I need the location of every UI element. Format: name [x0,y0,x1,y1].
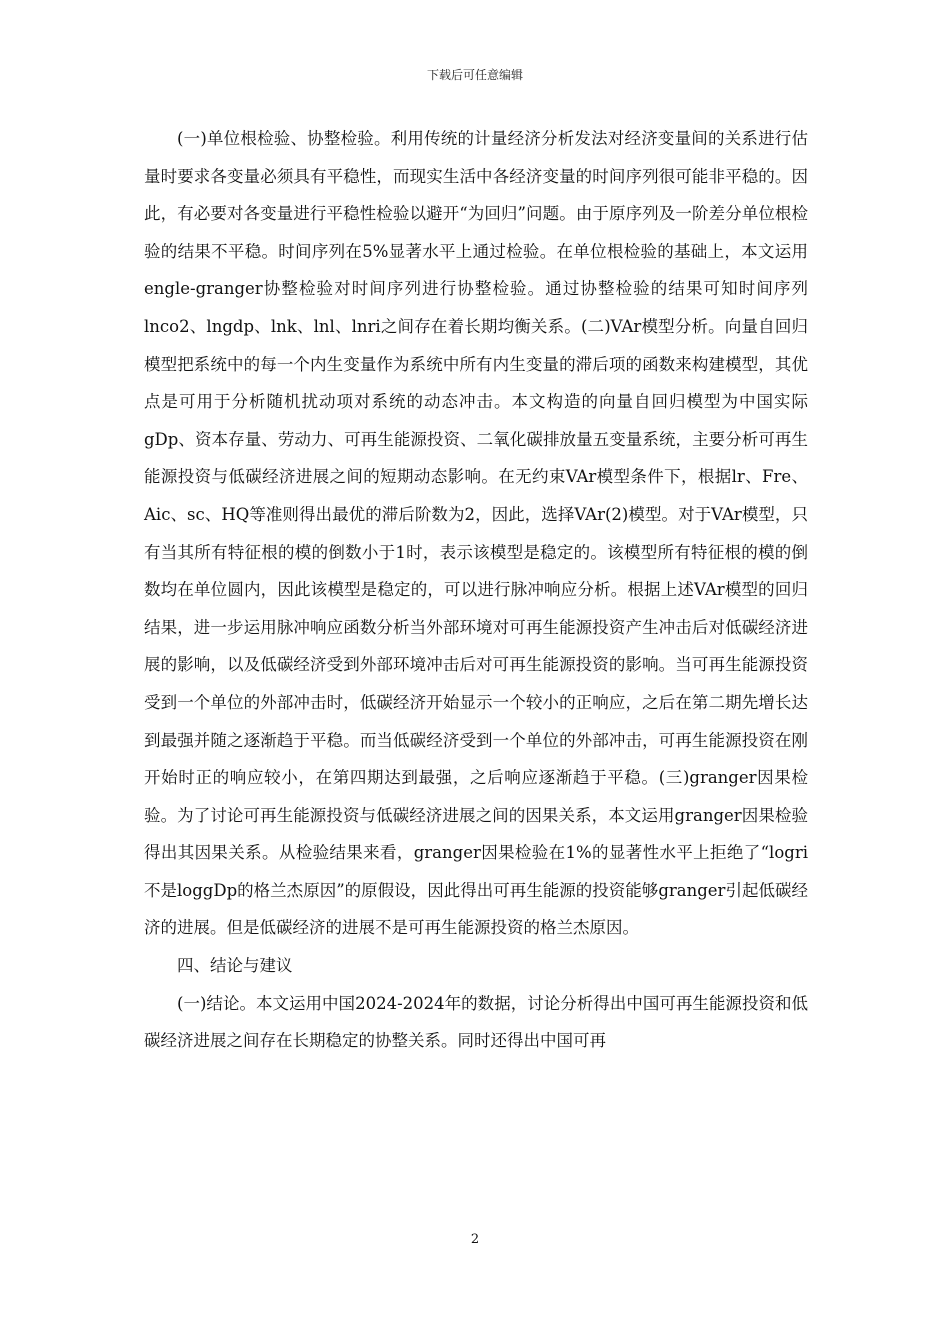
paragraph-methods: (一)单位根检验、协整检验。利用传统的计量经济分析发法对经济变量间的关系进行估量时要求各变量必须具有平稳性，而现实生活中各经济变量的时间序列很可能非平稳的。因此，有必要对各变量进行平稳性检验以避开“为回归”问题。由于原序列及一阶差分单位根检验的结果不平稳。时间序列在5%显著水平上通过检验。在单位根检验的基础上，本文运用engle-granger协整检验对时间序列进行协整检验。通过协整检验的结果可知时间序列lnco2、lngdp、lnk、lnl、lnri之间存在着长期均衡关系。(二)VAr模型分析。向量自回归模型把系统中的每一个内生变量作为系统中所有内生变量的滞后项的函数来构建模型，其优点是可用于分析随机扰动项对系统的动态冲击。本文构造的向量自回归模型为中国实际gDp、资本存量、劳动力、可再生能源投资、二氧化碳排放量五变量系统，主要分析可再生能源投资与低碳经济进展之间的短期动态影响。在无约束VAr模型条件下，根据lr、Fre、Aic、sc、HQ等准则得出最优的滞后阶数为2，因此，选择VAr(2)模型。对于VAr模型，只有当其所有特征根的模的倒数小于1时，表示该模型是稳定的。该模型所有特征根的模的倒数均在单位圆内，因此该模型是稳定的，可以进行脉冲响应分析。根据上述VAr模型的回归结果，进一步运用脉冲响应函数分析当外部环境对可再生能源投资产生冲击后对低碳经济进展的影响，以及低碳经济受到外部环境冲击后对可再生能源投资的影响。当可再生能源投资受到一个单位的外部冲击时，低碳经济开始显示一个较小的正响应，之后在第二期先增长达到最强并随之逐渐趋于平稳。而当低碳经济受到一个单位的外部冲击，可再生能源投资在刚开始时正的响应较小，在第四期达到最强，之后响应逐渐趋于平稳。(三)granger因果检验。为了讨论可再生能源投资与低碳经济进展之间的因果关系，本文运用granger因果检验得出其因果关系。从检验结果来看，granger因果检验在1%的显著性水平上拒绝了“logri不是loggDp的格兰杰原因”的原假设，因此得出可再生能源的投资能够granger引起低碳经济的进展。但是低碳经济的进展不是可再生能源投资的格兰杰原因。 [144,129,808,938]
page-header: 下载后可任意编辑 [426,68,523,82]
paragraph-conclusion: (一)结论。本文运用中国2024-2024年的数据，讨论分析得出中国可再生能源投资和低碳经济进展之间存在长期稳定的协整关系。同时还得出中国可再 [144,993,808,1051]
document-body [144,120,808,1060]
section-heading-conclusions: 四、结论与建议 [177,956,293,976]
page-number: 2 [470,1232,480,1247]
